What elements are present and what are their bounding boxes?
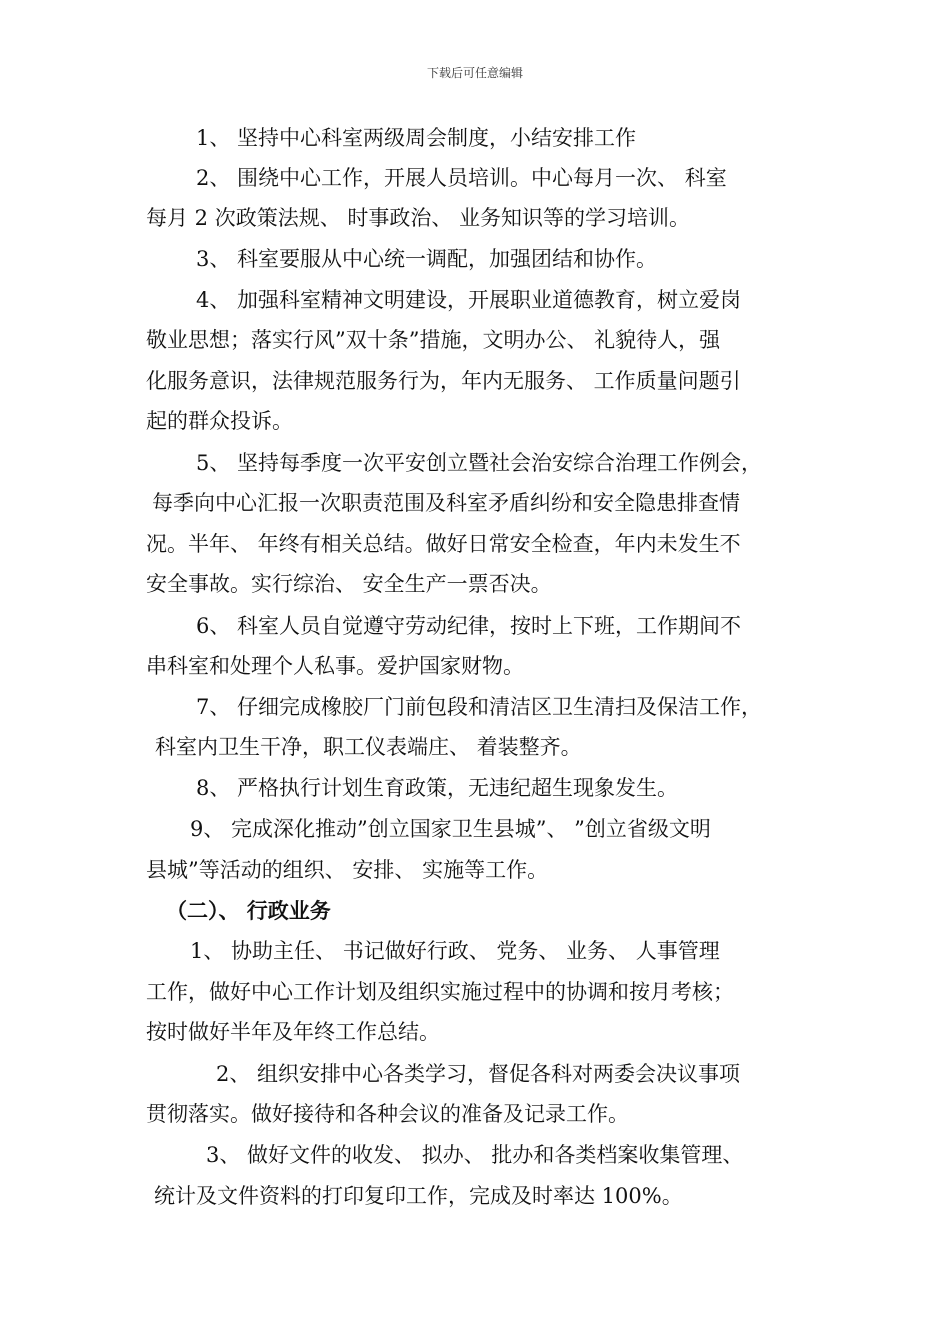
paragraph-line: 1、 坚持中心科室两级周会制度，小结安排工作 [196,126,637,150]
paragraph-line: 2、 组织安排中心各类学习，督促各科对两委会决议事项 [216,1062,741,1086]
paragraph-line: 贯彻落实。做好接待和各种会议的准备及记录工作。 [146,1102,629,1126]
paragraph-line: 1、 协助主任、 书记做好行政、 党务、 业务、 人事管理 [190,939,720,963]
paragraph-line: 4、 加强科室精神文明建设，开展职业道德教育，树立爱岗 [196,288,742,312]
paragraph-line: 6、 科室人员自觉遵守劳动纪律，按时上下班，工作期间不 [196,614,742,638]
paragraph-line: 敬业思想；落实行风”双十条”措施，文明办公、 礼貌待人，强 [146,328,721,352]
paragraph-line: 安全事故。实行综治、 安全生产一票否决。 [146,572,552,596]
paragraph-line: 每季向中心汇报一次职责范围及科室矛盾纠纷和安全隐患排查情 [152,491,740,515]
paragraph-line: 化服务意识，法律规范服务行为，年内无服务、 工作质量问题引 [146,369,741,393]
paragraph-line: 3、 做好文件的收发、 拟办、 批办和各类档案收集管理、 [206,1143,744,1167]
paragraph-line: 起的群众投诉。 [146,409,293,433]
paragraph-line: 科室内卫生干净，职工仪表端庄、 着装整齐。 [155,735,582,759]
paragraph-line: 串科室和处理个人私事。爱护国家财物。 [146,654,524,678]
paragraph-line: 7、 仔细完成橡胶厂门前包段和清洁区卫生清扫及保洁工作， [196,695,763,719]
paragraph-line: 按时做好半年及年终工作总结。 [146,1020,440,1044]
paragraph-line: 县城”等活动的组织、 安排、 实施等工作。 [146,858,549,882]
paragraph-line: 5、 坚持每季度一次平安创立暨社会治安综合治理工作例会， [196,451,763,475]
paragraph-line: 况。半年、 年终有相关总结。做好日常安全检查，年内未发生不 [146,532,741,556]
paragraph-line: 3、 科室要服从中心统一调配，加强团结和协作。 [196,247,658,271]
paragraph-line: 2、 围绕中心工作，开展人员培训。中心每月一次、 科室 [196,166,727,190]
section-heading: （二）、 行政业务 [166,898,331,923]
paragraph-line: 每月 2 次政策法规、 时事政治、 业务知识等的学习培训。 [146,206,691,230]
paragraph-line: 8、 严格执行计划生育政策，无违纪超生现象发生。 [196,776,679,800]
paragraph-line: 工作，做好中心工作计划及组织实施过程中的协调和按月考核； [146,980,734,1004]
paragraph-line: 统计及文件资料的打印复印工作，完成及时率达 100%。 [154,1184,683,1208]
page-header: 下载后可任意编辑 [426,66,523,80]
paragraph-line: 9、 完成深化推动”创立国家卫生县城”、 ”创立省级文明 [190,817,711,841]
